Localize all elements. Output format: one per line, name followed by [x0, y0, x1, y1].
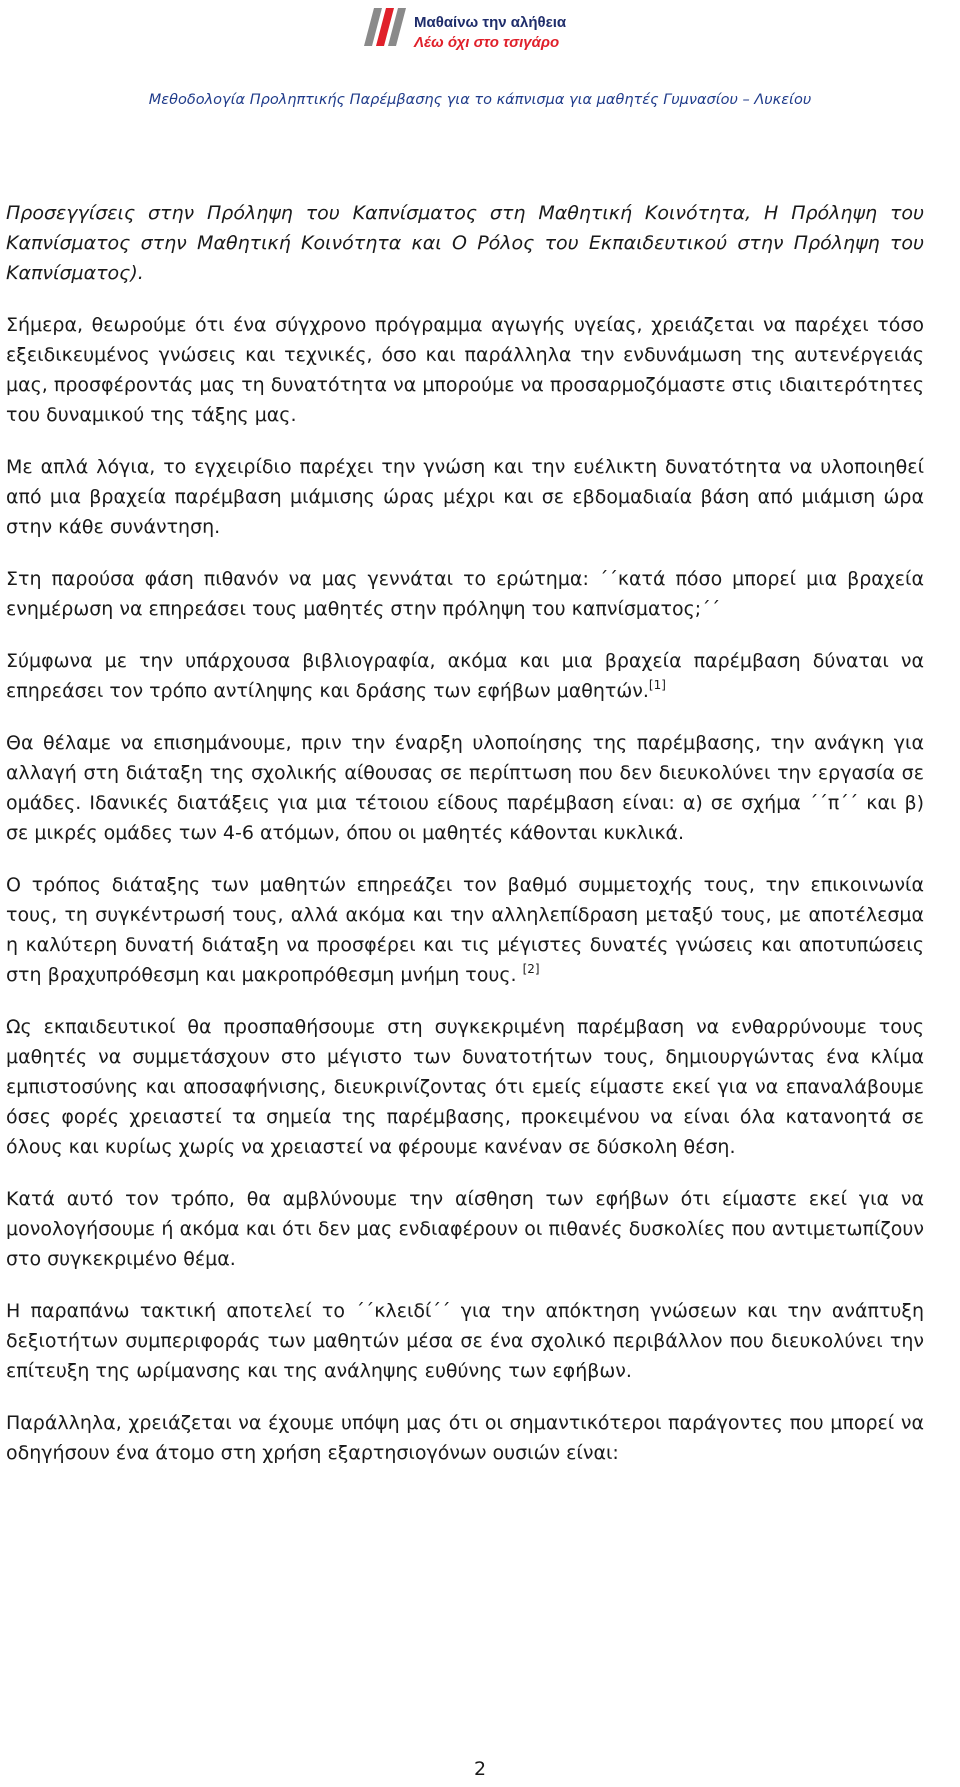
paragraph-3: Με απλά λόγια, το εγχειρίδιο παρέχει την γνώση και την ευέλικτη δυνατότητα να υλοποιηθεί από μια βραχεία παρέμβαση μιάμισης ώρας μέχρι και σε εβδομαδιαία βάση από μιάμιση ώρα στην κάθε συνάντηση.: [6, 456, 924, 538]
paragraph-5: [6, 646, 924, 706]
logo-slogan: Λέω όχι στο τσιγάρο: [414, 34, 560, 51]
paragraph-7-text: Ο τρόπος διάταξης των μαθητών επηρεάζει τον βαθμό συμμετοχής τους, την επικοινωνία τους, τη συγκέντρωσή τους, αλλά ακόμα και την αλληλεπίδραση μεταξύ τους, με αποτέλεσμα η καλύτερη δυνατή διάταξη να προσφέρει και τις μέγιστες δυνατές γνώσεις και αποτυπώσεις στη βραχυπρόθεσμη και μακροπρόθεσμη μνήμη τους.: [6, 874, 924, 986]
document-subtitle: Μεθοδολογία Προληπτικής Παρέμβασης για το κάπνισμα για μαθητές Γυμνασίου – Λυκείου: [148, 92, 812, 108]
paragraph-8: Ως εκπαιδευτικοί θα προσπαθήσουμε στη συγκεκριμένη παρέμβαση να ενθαρρύνουμε τους μαθητές να συμμετάσχουν στο μέγιστο των δυνατοτήτων τους, δημιουργώντας ένα κλίμα εμπιστοσύνης και αποσαφήνισης, διευκρινίζοντας ότι εμείς είμαστε εκεί για να επαναλάβουμε όσες φορές χρειαστεί τα σημεία της παρέμβασης, προκειμένου να είναι όλα κατανοητά σε όλους και κυρίως χωρίς να χρειαστεί να φέρουμε κανέναν σε δύσκολη θέση.: [6, 1016, 924, 1158]
header-logo: [362, 6, 622, 58]
paragraph-5-text: Σύμφωνα με την υπάρχουσα βιβλιογραφία, ακόμα και μια βραχεία παρέμβαση δύναται να επηρεάσει τον τρόπο αντίληψης και δράσης των εφήβων μαθητών.: [6, 650, 924, 702]
paragraph-1: Προσεγγίσεις στην Πρόληψη του Καπνίσματος στη Μαθητική Κοινότητα, Η Πρόληψη του Καπνίσματος στην Μαθητική Κοινότητα και Ο Ρόλος του Εκπαιδευτικού στην Πρόληψη του Καπνίσματος).: [6, 202, 924, 284]
page-number: 2: [473, 1758, 487, 1780]
paragraph-10: Η παραπάνω τακτική αποτελεί το ΄΄κλειδί΄΄ για την απόκτηση γνώσεων και την ανάπτυξη δεξιοτήτων συμπεριφοράς των μαθητών μέσα σε ένα σχολικό περιβάλλον που διευκολύνει την επίτευξη της ωρίμανσης και της ανάληψης ευθύνης των εφήβων.: [6, 1300, 924, 1382]
paragraph-6: Θα θέλαμε να επισημάνουμε, πριν την έναρξη υλοποίησης της παρέμβασης, την ανάγκη για αλλαγή στη διάταξη της σχολικής αίθουσας σε περίπτωση που δεν διευκολύνει την εργασία σε ομάδες. Ιδανικές διατάξεις για μια τέτοιου είδους παρέμβαση είναι: α) σε σχήμα ΄΄π΄΄ και β) σε μικρές ομάδες των 4-6 ατόμων, όπου οι μαθητές κάθονται κυκλικά.: [6, 732, 924, 844]
document-body: [6, 198, 924, 1468]
citation-1: [1]: [648, 678, 666, 692]
paragraph-7: [6, 870, 924, 990]
logo-title: Μαθαίνω την αλήθεια: [414, 14, 567, 31]
paragraph-4: Στη παρούσα φάση πιθανόν να μας γεννάται το ερώτημα: ΄΄κατά πόσο μπορεί μια βραχεία ενημέρωση να επηρεάσει τους μαθητές στην πρόληψη του καπνίσματος;΄΄: [6, 568, 924, 620]
paragraph-2: Σήμερα, θεωρούμε ότι ένα σύγχρονο πρόγραμμα αγωγής υγείας, χρειάζεται να παρέχει τόσο εξειδικευμένος γνώσεις και τεχνικές, όσο και παράλληλα την ενδυνάμωση της αυτενέργειάς μας, προσφέροντάς μας τη δυνατότητα να μπορούμε να προσαρμοζόμαστε στις ιδιαιτερότητες του δυναμικού της τάξης μας.: [6, 314, 924, 426]
paragraph-11: Παράλληλα, χρειάζεται να έχουμε υπόψη μας ότι οι σημαντικότεροι παράγοντες που μπορεί να οδηγήσουν ένα άτομο στη χρήση εξαρτησιογόνων ουσιών είναι:: [6, 1412, 924, 1464]
logo-stripes-icon: [362, 6, 410, 50]
citation-2: [2]: [522, 962, 540, 976]
paragraph-9: Κατά αυτό τον τρόπο, θα αμβλύνουμε την αίσθηση των εφήβων ότι είμαστε εκεί για να μονολογήσουμε ή ακόμα και ότι δεν μας ενδιαφέρουν οι πιθανές δυσκολίες που αντιμετωπίζουν στο συγκεκριμένο θέμα.: [6, 1188, 924, 1270]
